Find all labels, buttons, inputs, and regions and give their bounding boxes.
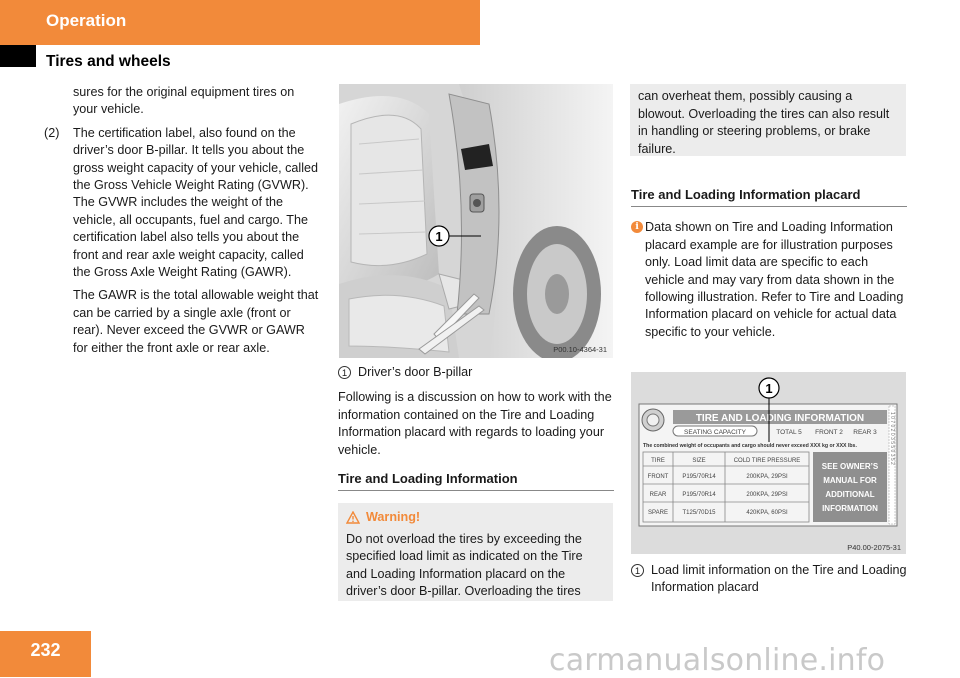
section-heading-tire-loading: Tire and Loading Information xyxy=(338,470,614,491)
list-item-text: The certification label, also found on the driver’s door B-pillar. It tells you about the gross weight capacity of your vehicle, called the Gross Vehicle Weight Rating (GVWR). The GVWR includes the weight of the vehicle, all occupants, fuel and cargo. The certification label also tells you about the front and rear axle weight capacity, called the Gross Axle Weight Rating (GAWR). xyxy=(73,125,319,280)
placard-row-front-pressure: 200KPA, 29PSI xyxy=(746,474,788,480)
placard-row-spare-tire: SPARE xyxy=(648,510,668,516)
warning-text: Do not overload the tires by exceeding the specified load limit as indicated on the Tire and Loading Information placard on the driver’s door B-pillar. Overloading the tires xyxy=(346,531,583,599)
placard-row-spare-size: T125/70D15 xyxy=(682,510,716,516)
placard-header-pressure: COLD TIRE PRESSURE xyxy=(733,458,801,464)
callout-marker: 1 xyxy=(631,564,644,577)
placard-see-manual-4: INFORMATION xyxy=(822,504,878,513)
info-text: Data shown on Tire and Loading Information placard example are for illustration purposes only. Load limit data are specific to each vehicle and may vary from data shown in the following illustration. Refer to Tire and Loading Information placard on vehicle for actual data specific to your vehicle. xyxy=(645,220,904,339)
placard-see-manual-2: MANUAL FOR xyxy=(823,476,877,485)
column-2 xyxy=(338,364,614,491)
door-pillar-photo xyxy=(339,84,613,358)
figure2-caption xyxy=(631,562,907,597)
list-item-2 xyxy=(44,125,322,282)
placard-see-manual-1: SEE OWNER’S xyxy=(821,462,879,471)
watermark: carmanualsonline.info xyxy=(549,643,886,678)
placard-header-size: SIZE xyxy=(692,458,706,464)
column-3 xyxy=(631,186,907,341)
figure1-caption xyxy=(338,364,614,381)
placard-row-front-size: P195/70R14 xyxy=(682,474,716,480)
callout-marker: 1 xyxy=(338,366,351,379)
intro-paragraph: Following is a discussion on how to work with the information contained on the Tire and Loading Information placard with regards to loading your vehicle. xyxy=(338,390,612,457)
section-title: Operation xyxy=(46,11,127,30)
figure2-caption-block xyxy=(631,562,907,597)
placard-see-manual-3: ADDITIONAL xyxy=(825,490,875,499)
warning-triangle-icon xyxy=(346,511,360,524)
column-1 xyxy=(44,84,322,357)
warning-title: Warning! xyxy=(366,510,421,524)
paragraph-gawr: The GAWR is the total allowable weight that can be carried by a single axle (front or rear). Never exceed the GVWR or GAWR for either the front axle or rear axle. xyxy=(73,288,319,355)
info-icon: i xyxy=(631,221,643,233)
figure2-caption-text: Load limit information on the Tire and Loading Information placard xyxy=(651,563,907,595)
placard-row-spare-pressure: 420KPA, 60PSI xyxy=(746,510,788,516)
warning-box xyxy=(338,503,613,601)
placard-total: TOTAL 5 xyxy=(776,429,802,436)
placard-weight-line: The combined weight of occupants and cargo should never exceed XXX kg or XXX lbs. xyxy=(643,443,857,449)
placard-row-rear-tire: REAR xyxy=(649,492,667,498)
placard-title: TIRE AND LOADING INFORMATION xyxy=(695,413,865,424)
placard-header-tire: TIRE xyxy=(651,458,665,464)
header-tab-marker xyxy=(0,45,36,67)
section-heading-placard: Tire and Loading Information placard xyxy=(631,186,907,207)
subsection-title: Tires and wheels xyxy=(46,53,171,70)
placard-front: FRONT 2 xyxy=(815,429,843,436)
paragraph-continued: sures for the original equipment tires on your vehicle. xyxy=(73,85,295,117)
photo-code: P00.10-4364-31 xyxy=(553,345,607,354)
photo-callout-number: 1 xyxy=(435,229,443,244)
placard-row-rear-pressure: 200KPA, 29PSI xyxy=(746,492,788,498)
placard-row-front-tire: FRONT xyxy=(647,474,669,480)
placard-figure-code: P40.00-2075-31 xyxy=(847,543,901,552)
placard-side-code: 1 0 7 0 2 0 3 5 5 0 3 5 2 xyxy=(889,412,895,465)
warning-box-continued xyxy=(630,84,906,156)
placard-figure xyxy=(631,372,906,554)
placard-row-rear-size: P195/70R14 xyxy=(682,492,716,498)
figure1-caption-text: Driver’s door B-pillar xyxy=(358,365,473,379)
warning-title-row xyxy=(346,509,605,527)
placard-callout-number: 1 xyxy=(765,381,773,396)
placard-seating: SEATING CAPACITY xyxy=(684,429,746,436)
placard-rear: REAR 3 xyxy=(853,429,877,436)
page-number: 232 xyxy=(30,640,61,660)
list-item-number: (2) xyxy=(44,125,60,140)
warning-text-continued: can overheat them, possibly causing a blowout. Overloading the tires can also result in handling or steering problems, or brake failure. xyxy=(638,89,890,156)
info-note xyxy=(631,219,907,341)
